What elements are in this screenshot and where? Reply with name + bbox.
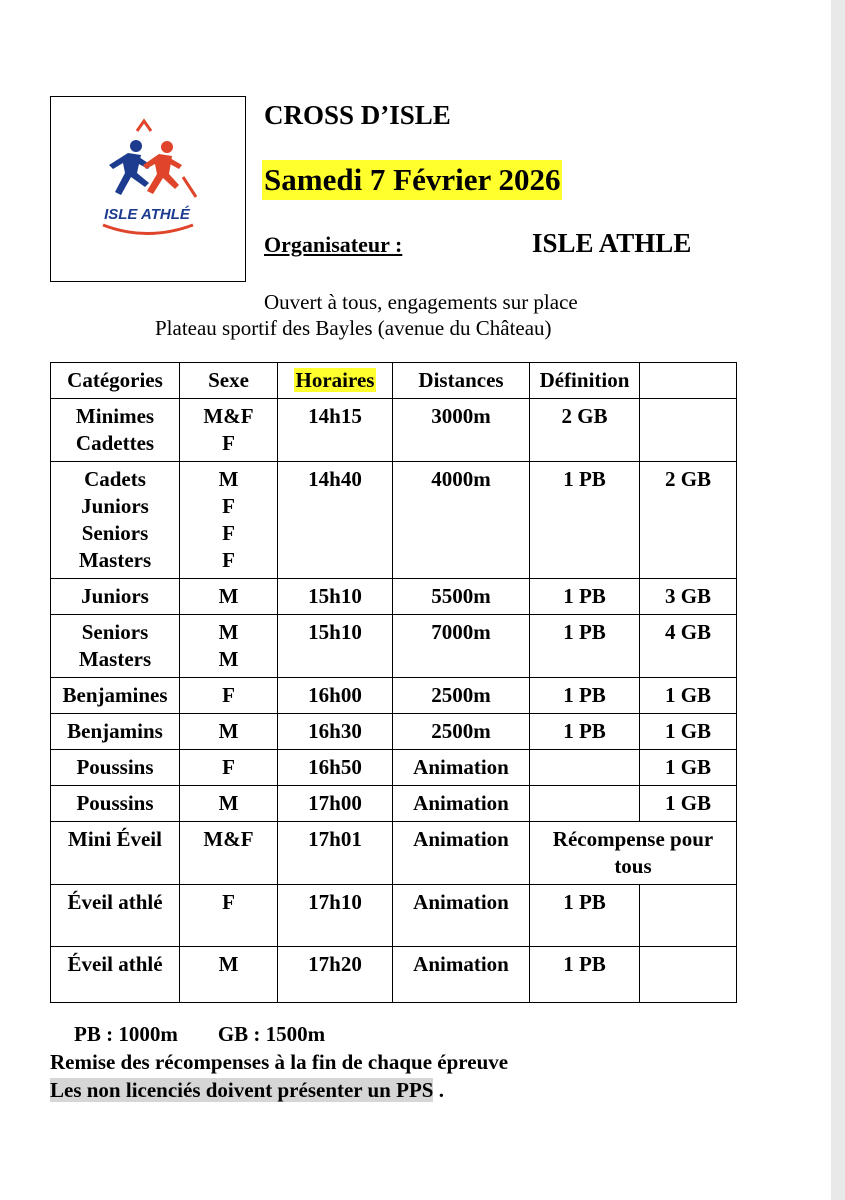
pps-note-end: . bbox=[433, 1078, 444, 1102]
header-definition: Définition bbox=[530, 363, 640, 399]
cell-definition-extra: 4 GB bbox=[640, 615, 737, 678]
cell-sexe-line: F bbox=[222, 494, 235, 518]
cell-horaire: 17h01 bbox=[278, 822, 393, 885]
cell-distance: 4000m bbox=[393, 462, 530, 579]
cell-category-line: Éveil athlé bbox=[67, 890, 163, 914]
cell-sexe bbox=[180, 714, 278, 750]
cell-definition: 1 PB bbox=[530, 579, 640, 615]
header-horaires bbox=[278, 363, 393, 399]
cell-definition bbox=[530, 750, 640, 786]
cell-horaire: 16h50 bbox=[278, 750, 393, 786]
table-row bbox=[51, 822, 737, 885]
cell-category-line: Cadettes bbox=[75, 431, 155, 455]
cell-definition-extra: 1 GB bbox=[640, 786, 737, 822]
cell-definition: 2 GB bbox=[530, 399, 640, 462]
table-row bbox=[51, 786, 737, 822]
organizer-label: Organisateur : bbox=[264, 232, 403, 257]
cell-category-line: Juniors bbox=[81, 584, 149, 608]
cell-category bbox=[51, 885, 180, 947]
table-header-row bbox=[51, 363, 737, 399]
cell-definition-extra: 1 GB bbox=[640, 750, 737, 786]
cell-sexe-line: F bbox=[222, 755, 235, 779]
cell-sexe bbox=[180, 462, 278, 579]
cell-distance: Animation bbox=[393, 750, 530, 786]
legend-pb: PB : 1000m bbox=[74, 1022, 178, 1046]
header-distances: Distances bbox=[393, 363, 530, 399]
cell-horaire: 14h40 bbox=[278, 462, 393, 579]
pps-note bbox=[50, 1076, 508, 1104]
cell-category-line: Masters bbox=[78, 647, 152, 671]
cell-definition-extra bbox=[640, 885, 737, 947]
cell-category-line: Éveil athlé bbox=[67, 952, 163, 976]
cell-definition-extra bbox=[640, 947, 737, 1003]
cell-sexe-line: M bbox=[218, 584, 239, 608]
cell-sexe bbox=[180, 885, 278, 947]
cell-distance: Animation bbox=[393, 822, 530, 885]
cell-category bbox=[51, 714, 180, 750]
cell-horaire: 15h10 bbox=[278, 579, 393, 615]
info-line-1: Ouvert à tous, engagements sur place bbox=[264, 290, 578, 314]
cell-sexe-line: M bbox=[218, 620, 239, 644]
table-row bbox=[51, 750, 737, 786]
cell-distance: 2500m bbox=[393, 678, 530, 714]
header-categories: Catégories bbox=[51, 363, 180, 399]
cell-category-line: Juniors bbox=[81, 494, 149, 518]
page-edge bbox=[831, 0, 845, 1200]
cell-sexe-line: M&F bbox=[203, 404, 254, 428]
cell-definition: 1 PB bbox=[530, 678, 640, 714]
cell-definition-extra: 3 GB bbox=[640, 579, 737, 615]
cell-horaire: 16h30 bbox=[278, 714, 393, 750]
cell-definition-merged: Récompense pour tous bbox=[530, 822, 737, 885]
cell-horaire: 17h20 bbox=[278, 947, 393, 1003]
cell-category bbox=[51, 462, 180, 579]
cell-sexe-line: M bbox=[218, 791, 239, 815]
cell-definition: 1 PB bbox=[530, 714, 640, 750]
club-logo bbox=[50, 96, 246, 282]
table-row bbox=[51, 947, 737, 1003]
legend-gb: GB : 1500m bbox=[217, 1022, 326, 1046]
cell-horaire: 17h00 bbox=[278, 786, 393, 822]
cell-definition: 1 PB bbox=[530, 947, 640, 1003]
cell-definition: 1 PB bbox=[530, 615, 640, 678]
cell-category-line: Poussins bbox=[76, 755, 154, 779]
cell-sexe bbox=[180, 399, 278, 462]
cell-sexe bbox=[180, 615, 278, 678]
logo-caret-icon bbox=[137, 121, 151, 131]
cell-category-line: Benjamines bbox=[62, 683, 168, 707]
cell-category-line: Seniors bbox=[81, 620, 149, 644]
cell-category bbox=[51, 678, 180, 714]
cell-category bbox=[51, 579, 180, 615]
schedule-table bbox=[50, 362, 737, 1003]
cell-sexe-line: M&F bbox=[203, 827, 254, 851]
cell-horaire: 14h15 bbox=[278, 399, 393, 462]
cell-distance: 2500m bbox=[393, 714, 530, 750]
organizer-value: ISLE ATHLE bbox=[532, 228, 692, 258]
cell-category-line: Masters bbox=[78, 548, 152, 572]
cell-sexe bbox=[180, 678, 278, 714]
logo-text: ISLE ATHLÉ bbox=[104, 206, 190, 223]
cell-sexe bbox=[180, 750, 278, 786]
cell-sexe-line: F bbox=[222, 521, 235, 545]
cell-category-line: Benjamins bbox=[67, 719, 163, 743]
table-row bbox=[51, 462, 737, 579]
cell-horaire: 16h00 bbox=[278, 678, 393, 714]
cell-category bbox=[51, 399, 180, 462]
cell-definition-extra: 2 GB bbox=[640, 462, 737, 579]
cell-distance: 7000m bbox=[393, 615, 530, 678]
event-title: CROSS D’ISLE bbox=[264, 100, 451, 130]
cell-sexe bbox=[180, 786, 278, 822]
cell-definition-extra: 1 GB bbox=[640, 678, 737, 714]
logo-swoosh bbox=[103, 225, 193, 234]
cell-category-line: Cadets bbox=[84, 467, 146, 491]
table-row bbox=[51, 885, 737, 947]
awards-note: Remise des récompenses à la fin de chaque épreuve bbox=[50, 1050, 509, 1074]
cell-distance: 5500m bbox=[393, 579, 530, 615]
cell-distance: 3000m bbox=[393, 399, 530, 462]
cell-distance: Animation bbox=[393, 947, 530, 1003]
cell-definition-extra: 1 GB bbox=[640, 714, 737, 750]
cell-distance: Animation bbox=[393, 885, 530, 947]
cell-sexe bbox=[180, 947, 278, 1003]
footer-notes bbox=[50, 1020, 508, 1104]
cell-category-line: Poussins bbox=[76, 791, 154, 815]
cell-sexe bbox=[180, 822, 278, 885]
cell-category bbox=[51, 750, 180, 786]
cell-category bbox=[51, 786, 180, 822]
cell-sexe-line: M bbox=[218, 647, 239, 671]
cell-distance: Animation bbox=[393, 786, 530, 822]
cell-sexe-line: M bbox=[218, 467, 239, 491]
table-row bbox=[51, 615, 737, 678]
table-row bbox=[51, 714, 737, 750]
cell-definition: 1 PB bbox=[530, 885, 640, 947]
cell-category bbox=[51, 822, 180, 885]
cell-sexe-line: F bbox=[222, 548, 235, 572]
cell-category-line: Seniors bbox=[81, 521, 149, 545]
legend-line bbox=[50, 1020, 508, 1048]
table-row bbox=[51, 399, 737, 462]
cell-sexe-line: M bbox=[218, 952, 239, 976]
cell-sexe bbox=[180, 579, 278, 615]
info-line-2: Plateau sportif des Bayles (avenue du Château) bbox=[155, 316, 552, 340]
header-sexe: Sexe bbox=[180, 363, 278, 399]
cell-horaire: 17h10 bbox=[278, 885, 393, 947]
cell-category-line: Minimes bbox=[75, 404, 155, 428]
cell-sexe-line: F bbox=[222, 683, 235, 707]
header-horaires-text: Horaires bbox=[295, 368, 375, 392]
cell-sexe-line: M bbox=[218, 719, 239, 743]
cell-sexe-line: F bbox=[222, 890, 235, 914]
cell-category-line: Mini Éveil bbox=[68, 827, 162, 851]
cell-horaire: 15h10 bbox=[278, 615, 393, 678]
table-row bbox=[51, 579, 737, 615]
cell-definition bbox=[530, 786, 640, 822]
blue-runner-icon bbox=[109, 140, 151, 195]
table-row bbox=[51, 678, 737, 714]
event-date: Samedi 7 Février 2026 bbox=[262, 160, 562, 200]
pps-note-text: Les non licenciés doivent présenter un PPS bbox=[50, 1078, 434, 1102]
cell-sexe-line: F bbox=[222, 431, 235, 455]
cell-category bbox=[51, 947, 180, 1003]
runners-logo-image bbox=[51, 97, 247, 283]
header-extra bbox=[640, 363, 737, 399]
cell-category bbox=[51, 615, 180, 678]
cell-definition: 1 PB bbox=[530, 462, 640, 579]
cell-definition-extra bbox=[640, 399, 737, 462]
